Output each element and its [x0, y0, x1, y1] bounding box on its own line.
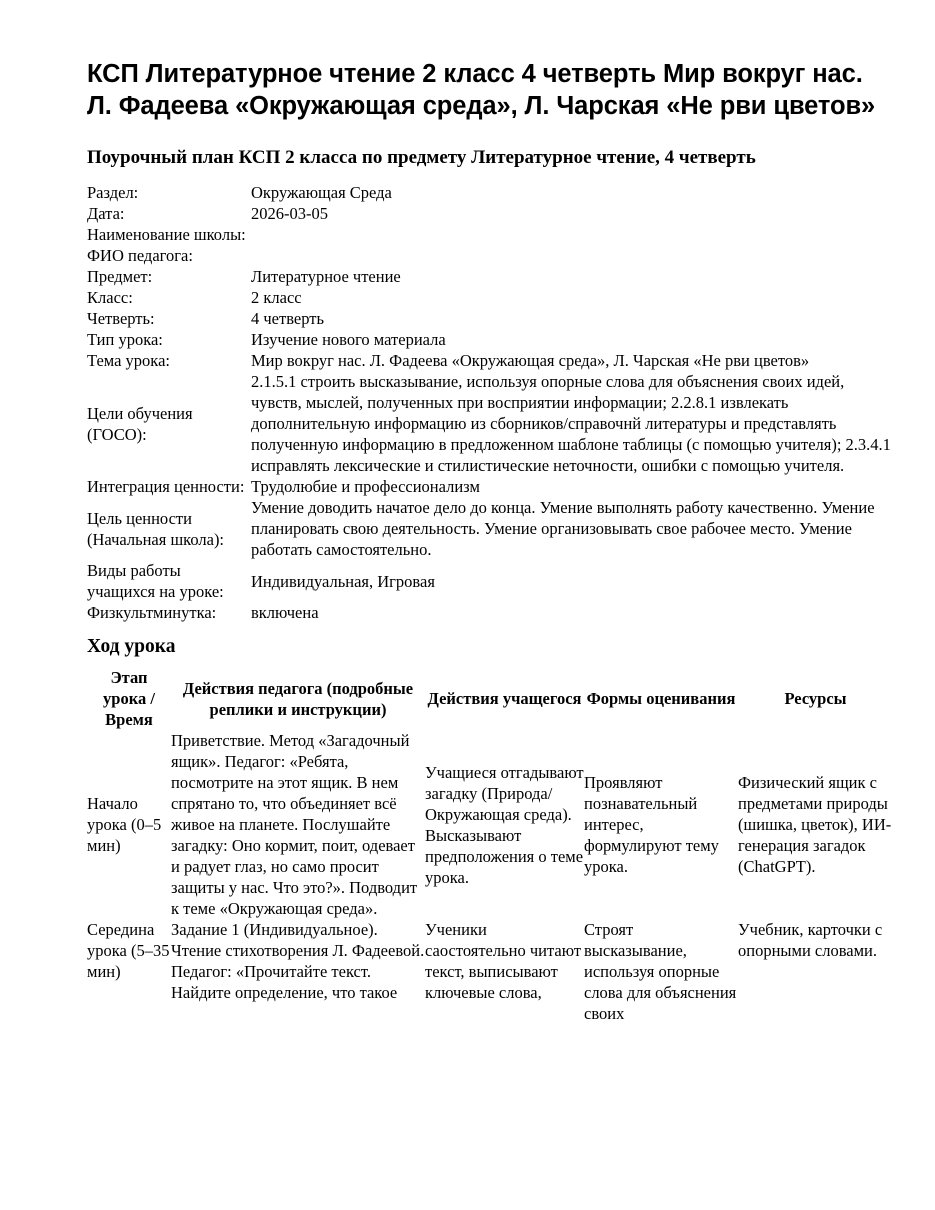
table-cell: Середина урока (5–35 мин)	[87, 920, 170, 981]
info-label: ФИО педагога:	[87, 246, 193, 265]
table-row	[87, 730, 893, 919]
info-label: Интеграция ценности:	[87, 477, 245, 496]
column-header: Этап урока / Время	[103, 668, 155, 729]
column-header: Формы оценивания	[586, 689, 736, 708]
info-label: Раздел:	[87, 183, 139, 202]
table-cell: Задание 1 (Индивидуальное). Чтение стихотворения Л. Фадеевой. Педагог: «Прочитайте текст. Найдите определение, что такое	[171, 920, 425, 1002]
info-label: Наименование школы:	[87, 225, 246, 244]
table-cell: Физический ящик с предметами природы (шишка, цветок), ИИ-генерация загадок (ChatGPT).	[738, 773, 892, 876]
info-value	[251, 245, 893, 266]
info-row	[87, 476, 893, 497]
table-row	[87, 919, 893, 1024]
table-cell: Приветствие. Метод «Загадочный ящик». Педагог: «Ребята, посмотрите на этот ящик. В нем спрятано то, что объединяет всё живое на планете. Послушайте загадку: Оно кормит, поит, одевает и радует глаз, но само просит защиты у нас. Что это?». Подводит к теме «Окружающая среда».	[171, 731, 418, 918]
info-label: Класс:	[87, 288, 133, 307]
table-cell: Строят высказывание, используя опорные слова для объяснения своих	[584, 920, 737, 1023]
table-cell: Проявляют познавательный интерес, формулируют тему урока.	[584, 773, 719, 876]
info-value: Литературное чтение	[251, 267, 401, 286]
info-row	[87, 245, 893, 266]
info-row	[87, 602, 893, 623]
info-label: Предмет:	[87, 267, 153, 286]
lesson-plan-table	[87, 667, 893, 1024]
table-cell: Начало урока (0–5 мин)	[87, 794, 162, 855]
info-row	[87, 560, 893, 602]
table-cell: Учебник, карточки с опорными словами.	[738, 920, 883, 960]
info-value: 2.1.5.1 строить высказывание, используя опорные слова для объяснения своих идей, чувств, мыслей, полученных при восприятии информации; 2.2.8.1 извлекать дополнительную информацию из сборников/справочнй литературы и представлять полученную информацию в предложенном шаблоне таблицы (с помощью учителя); 2.3.4.1 исправлять лексические и стилистические неточности, ошибки с помощью учителя.	[251, 372, 891, 475]
info-label: Виды работы учащихся на уроке:	[87, 561, 224, 601]
lesson-info-table	[87, 182, 893, 623]
info-row	[87, 497, 893, 560]
section-title: Ход урока	[87, 636, 176, 657]
table-header-row	[87, 667, 893, 730]
info-row	[87, 371, 893, 476]
info-label: Цель ценности (Начальная школа):	[87, 508, 225, 549]
info-value: Изучение нового материала	[251, 330, 446, 349]
info-value: 2 класс	[251, 288, 302, 307]
info-row	[87, 224, 893, 245]
info-row	[87, 203, 893, 224]
info-value: Умение доводить начатое дело до конца. Умение выполнять работу качественно. Умение планировать свою деятельность. Умение организовывать свое рабочее место. Умение работать самостоятельно.	[251, 498, 875, 559]
table-cell: Учащиеся отгадывают загадку (Природа/Окружающая среда). Высказывают предположения о теме урока.	[425, 762, 584, 887]
column-header: Ресурсы	[784, 689, 847, 708]
info-label: Тип урока:	[87, 330, 163, 349]
info-row	[87, 266, 893, 287]
info-label: Цели обучения (ГОСО):	[87, 403, 193, 444]
info-label: Четверть:	[87, 309, 155, 328]
info-label: Тема урока:	[87, 351, 170, 370]
info-row	[87, 182, 893, 203]
table-cell: Ученики саостоятельно читают текст, выписывают ключевые слова,	[425, 920, 582, 1002]
info-label: Дата:	[87, 204, 125, 223]
info-label: Физкультминутка:	[87, 603, 217, 622]
document-title: КСП Литературное чтение 2 класс 4 четверть Мир вокруг нас. Л. Фадеева «Окружающая среда», Л. Чарская «Не рви цветов»	[87, 60, 876, 120]
info-row	[87, 308, 893, 329]
info-value: 4 четверть	[251, 309, 324, 328]
info-row	[87, 350, 893, 371]
info-value: Мир вокруг нас. Л. Фадеева «Окружающая среда», Л. Чарская «Не рви цветов»	[251, 351, 810, 370]
info-value: Окружающая Среда	[251, 183, 392, 202]
info-value: Индивидуальная, Игровая	[251, 571, 435, 591]
document-subtitle: Поурочный план КСП 2 класса по предмету Литературное чтение, 4 четверть	[87, 147, 756, 168]
column-header: Действия учащегося	[427, 689, 582, 708]
info-value: включена	[251, 603, 319, 622]
column-header: Действия педагога (подробные реплики и инструкции)	[182, 678, 414, 719]
document-page	[87, 58, 893, 1024]
info-value: 2026-03-05	[251, 204, 328, 223]
info-row	[87, 287, 893, 308]
info-row	[87, 329, 893, 350]
info-value	[251, 224, 893, 245]
info-value: Трудолюбие и профессионализм	[251, 477, 480, 496]
